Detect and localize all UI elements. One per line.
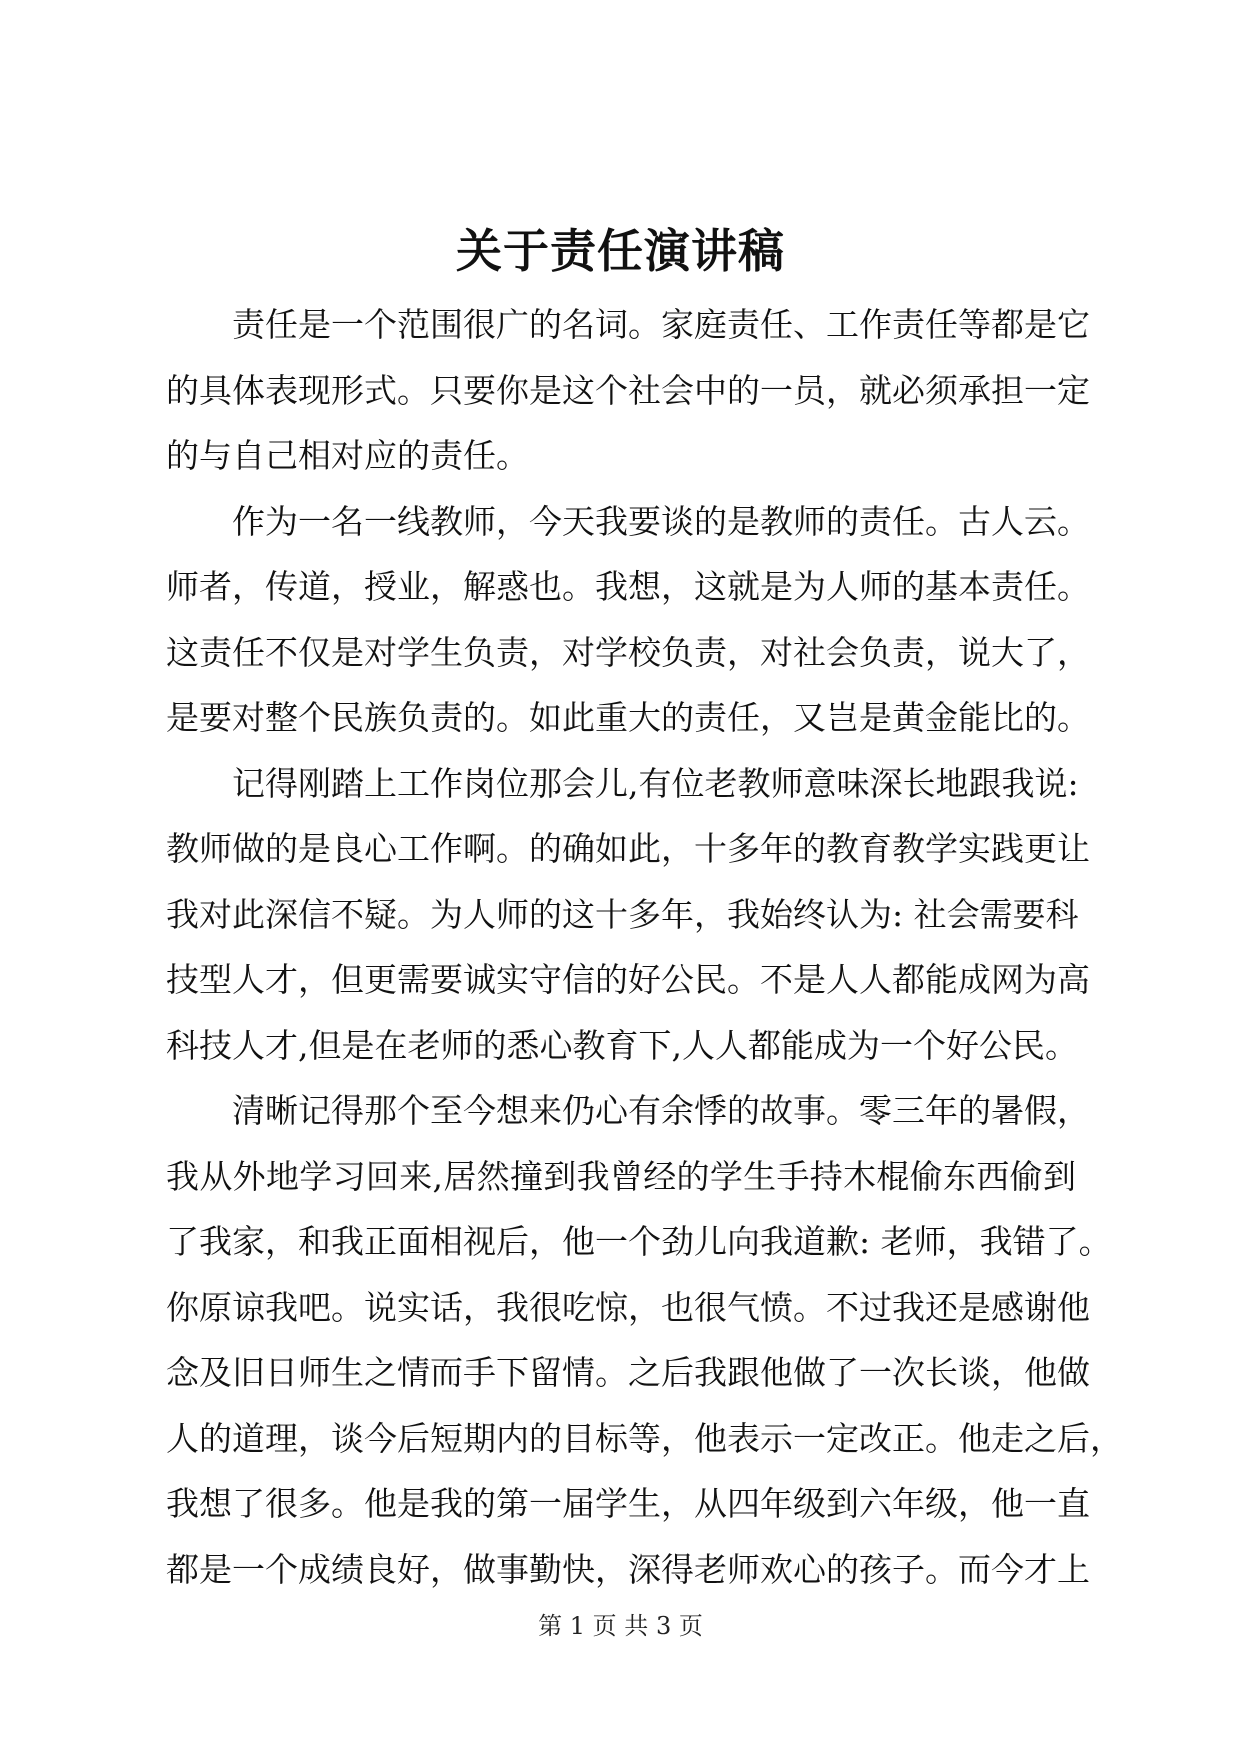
text-line: 技型人才，但更需要诚实守信的好公民。不是人人都能成网为高 [166,960,1090,999]
document-title: 关于责任演讲稿 [456,224,785,278]
text-line: 我从外地学习回来,居然撞到我曾经的学生手持木棍偷东西偷到 [166,1156,1076,1196]
text-line: 我想了很多。他是我的第一届学生，从四年级到六年级，他一直 [166,1484,1090,1523]
text-line: 的与自己相对应的责任。 [166,436,529,475]
text-line: 的具体表现形式。只要你是这个社会中的一员，就必须承担一定 [166,370,1090,410]
text-line: 我对此深信不疑。为人师的这十多年，我始终认为: 社会需要科 [166,894,1079,934]
text-line: 人的道理，谈今后短期内的目标等，他表示一定改正。他走之后， [166,1418,1123,1458]
text-line: 了我家，和我正面相视后，他一个劲儿向我道歉: 老师，我错了。 [166,1222,1112,1261]
text-line: 教师做的是良心工作啊。的确如此，十多年的教育教学实践更让 [166,829,1090,868]
text-line: 作为一名一线教师，今天我要谈的是教师的责任。古人云。 [232,501,1090,541]
text-line: 这责任不仅是对学生负责，对学校负责，对社会负责，说大了， [166,632,1090,672]
text-line: 念及旧日师生之情而手下留情。之后我跟他做了一次长谈，他做 [166,1353,1090,1392]
text-line: 都是一个成绩良好，做事勤快，深得老师欢心的孩子。而今才上 [166,1549,1090,1589]
text-line: 你原谅我吧。说实话，我很吃惊，也很气愤。不过我还是感谢他 [166,1287,1090,1327]
paragraph-3 [166,751,1090,1079]
text-line: 记得刚踏上工作岗位那会儿,有位老教师意味深长地跟我说: [232,763,1079,803]
paragraph-1 [166,292,1090,489]
paragraph-4 [166,1078,1123,1602]
text-line: 师者，传道，授业，解惑也。我想，这就是为人师的基本责任。 [166,567,1090,606]
text-line: 责任是一个范围很广的名词。家庭责任、工作责任等都是它 [232,305,1090,344]
page-number-footer: 第 1 页 共 3 页 [538,1612,703,1640]
paragraph-2 [166,489,1090,751]
text-line: 清晰记得那个至今想来仍心有余悸的故事。零三年的暑假， [232,1091,1090,1130]
document-body [166,292,1123,1602]
text-line: 科技人才,但是在老师的悉心教育下,人人都能成为一个好公民。 [166,1025,1078,1065]
text-line: 是要对整个民族负责的。如此重大的责任，又岂是黄金能比的。 [166,698,1090,737]
